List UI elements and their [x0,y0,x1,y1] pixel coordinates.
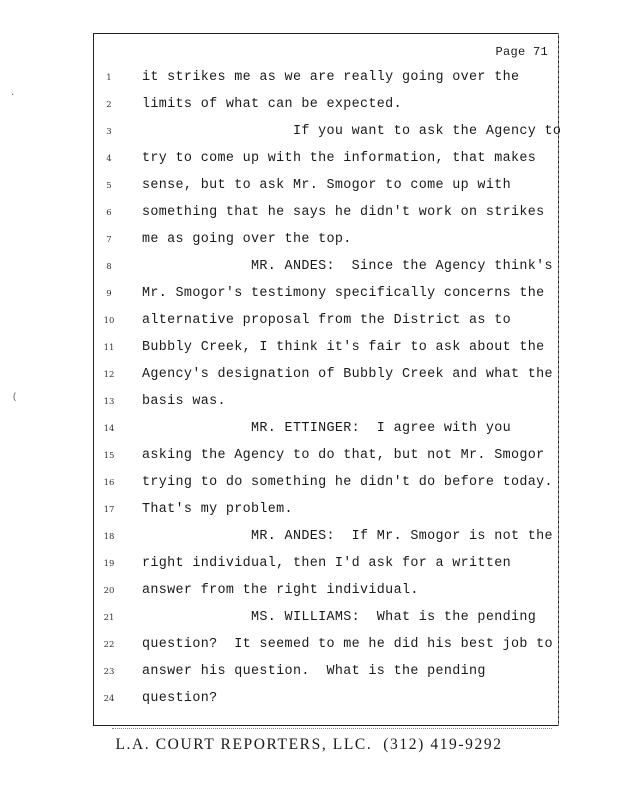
transcript-line: That's my problem. [142,502,293,517]
line-number: 8 [106,262,112,272]
line-number: 14 [103,424,115,434]
transcript-line: right individual, then I'd ask for a written [142,556,511,571]
line-number: 17 [103,505,115,515]
line-number: 16 [103,478,115,488]
transcript-line: answer his question. What is the pending [142,664,486,679]
line-number: 10 [103,316,115,326]
transcript-line: basis was. [142,394,226,409]
page-number: Page 71 [495,45,548,59]
line-number: 3 [106,127,112,137]
line-number: 22 [103,640,115,650]
line-number: 2 [106,100,112,110]
line-number: 11 [103,343,115,353]
transcript-line: MR. ANDES: If Mr. Smogor is not the [142,529,553,544]
line-number: 18 [103,532,115,542]
line-number: 13 [103,397,115,407]
transcript-line: MS. WILLIAMS: What is the pending [142,610,537,625]
line-number: 7 [106,235,112,245]
transcript-line: trying to do something he didn't do before today. [142,475,553,490]
transcript-line: MR. ANDES: Since the Agency think's [142,259,553,274]
transcript-line: asking the Agency to do that, but not Mr. Smogor [142,448,545,463]
line-number: 19 [103,559,115,569]
line-number: 6 [106,208,112,218]
transcript-line: question? It seemed to me he did his best job to [142,637,553,652]
footer-rule [112,728,552,729]
transcript-page [93,33,562,726]
transcript-line: me as going over the top. [142,232,352,247]
transcript-line: Mr. Smogor's testimony specifically concerns the [142,286,545,301]
footer-court-reporters: L.A. COURT REPORTERS, LLC. (312) 419-9292 [115,736,503,753]
transcript-line: limits of what can be expected. [142,97,402,112]
transcript-line: If you want to ask the Agency to [142,124,562,139]
line-number: 4 [106,154,112,164]
transcript-line: question? [142,691,218,706]
transcript-line: sense, but to ask Mr. Smogor to come up with [142,178,511,193]
line-number: 9 [106,289,112,299]
line-number: 15 [103,451,115,461]
transcript-line: something that he says he didn't work on strikes [142,205,545,220]
transcript-line: alternative proposal from the District as to [142,313,511,328]
line-number: 1 [106,73,112,83]
margin-mark: ( [12,392,18,402]
line-number: 20 [103,586,115,596]
line-number: 12 [103,370,115,380]
line-number: 21 [103,613,115,623]
transcript-line: it strikes me as we are really going over the [142,70,520,85]
transcript-line: try to come up with the information, that makes [142,151,537,166]
transcript-line: answer from the right individual. [142,583,419,598]
line-number: 24 [103,694,115,704]
margin-mark: · [10,90,16,100]
line-number: 5 [106,181,112,191]
line-number: 23 [103,667,115,677]
transcript-line: Bubbly Creek, I think it's fair to ask about the [142,340,545,355]
transcript-line: MR. ETTINGER: I agree with you [142,421,511,436]
transcript-line: Agency's designation of Bubbly Creek and what the [142,367,553,382]
